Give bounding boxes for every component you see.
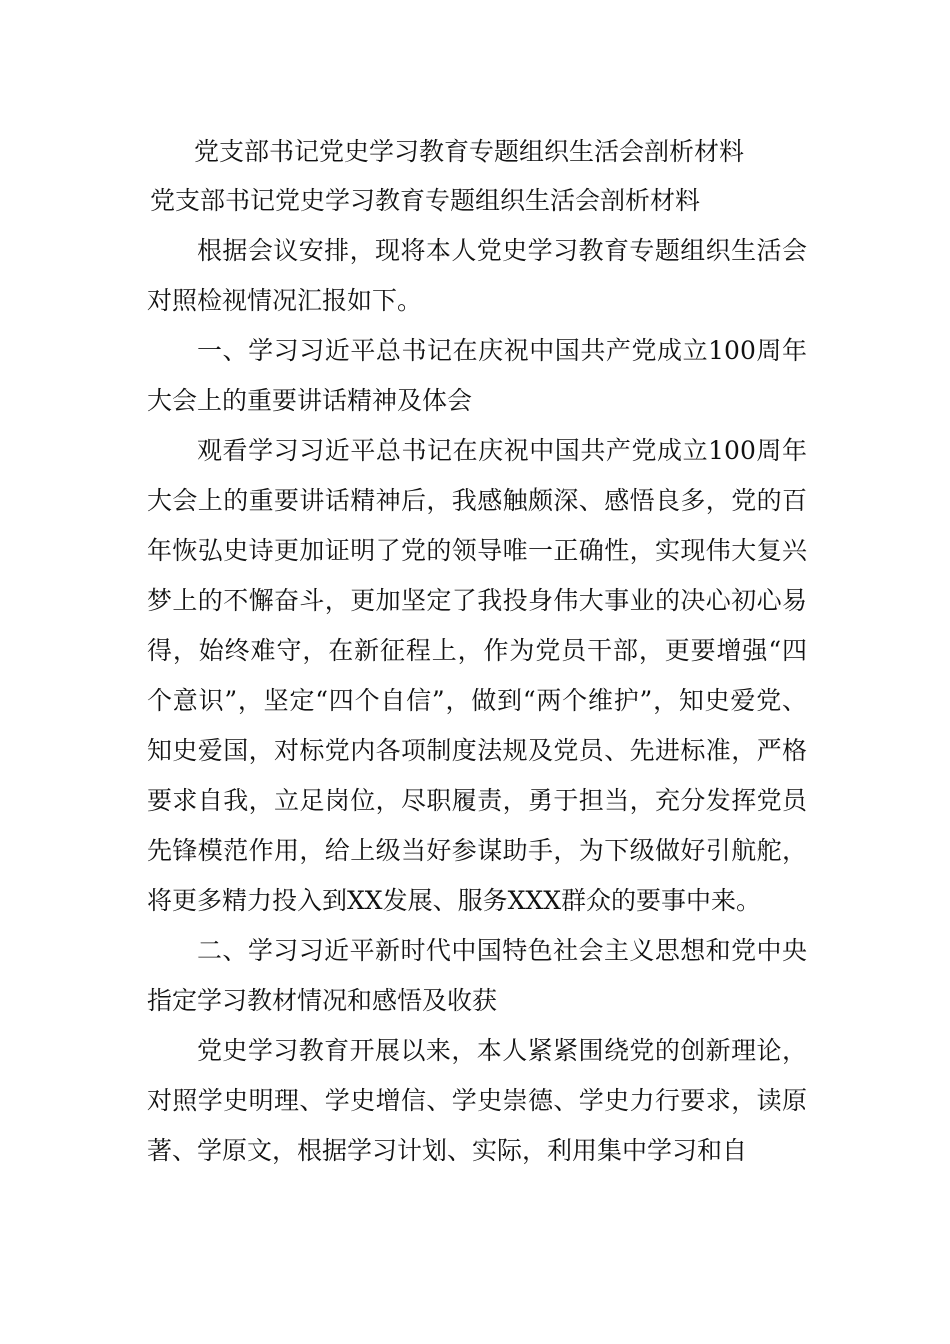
document-subtitle: 党支部书记党史学习教育专题组织生活会剖析材料	[150, 186, 701, 215]
document-title: 党支部书记党史学习教育专题组织生活会剖析材料	[194, 137, 745, 166]
paragraph-intro: 根据会议安排，现将本人党史学习教育专题组织生活会对照检视情况汇报如下。	[147, 236, 807, 315]
section-heading-2: 二、学习习近平新时代中国特色社会主义思想和党中央指定学习教材情况和感悟及收获	[147, 936, 807, 1015]
paragraph-section-1: 观看学习习近平总书记在庆祝中国共产党成立100周年大会上的重要讲话精神后，我感触颇深、感悟良多，党的百年恢弘史诗更加证明了党的领导唯一正确性，实现伟大复兴梦上的不懈奋斗，更加坚定了我投身伟大事业的决心初心易得，始终难守，在新征程上，作为党员干部，更要增强“四个意识”，坚定“四个自信”，做到“两个维护”，知史爱党、知史爱国，对标党内各项制度法规及党员、先进标准，严格要求自我，立足岗位，尽职履责，勇于担当，充分发挥党员先锋模范作用，给上级当好参谋助手，为下级做好引航舵，将更多精力投入到XX发展、服务XXX群众的要事中来。	[147, 436, 807, 915]
section-heading-1: 一、学习习近平总书记在庆祝中国共产党成立100周年大会上的重要讲话精神及体会	[147, 336, 807, 415]
paragraph-section-2: 党史学习教育开展以来，本人紧紧围绕党的创新理论，对照学史明理、学史增信、学史崇德、学史力行要求，读原著、学原文，根据学习计划、实际，利用集中学习和自	[147, 1036, 807, 1165]
document-body	[147, 226, 807, 1176]
